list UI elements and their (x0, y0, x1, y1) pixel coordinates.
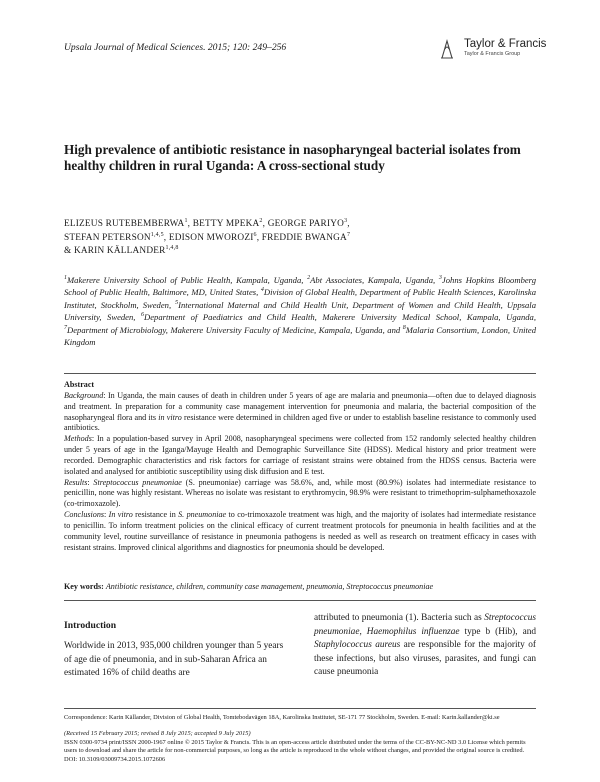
keywords-label: Key words: (64, 582, 104, 591)
intro-right-italic-2: Haemophilus influenzae (366, 626, 460, 637)
background-label: Background (64, 390, 104, 400)
intro-right-italic-3: Staphylococcus aureus (314, 640, 401, 650)
footer (64, 714, 536, 764)
abstract-background (64, 391, 536, 434)
author-affil: 7 (346, 231, 351, 238)
affil-text: Department of Microbiology, Makerere University Faculty of Medicine, Kampala, Uganda, and (67, 324, 401, 335)
abstract-results: Results: Streptococcus pneumoniae (S. pneumoniae) carriage was 58.6%, and, while most (80.9%) isolates had intermediate resistance to penicillin, none was highly resistant. Whereas no isolate was resistant to erythromycin, 98.9% were resistant to trimethoprim-sulphamethoxazole (co-trimoxazole). (64, 477, 537, 509)
results-species: Streptococcus pneumoniae (93, 477, 182, 487)
affil-text: Makerere University School of Public Health, Kampala, Uganda, (67, 275, 304, 285)
author-name: FREDDIE BWANGA (261, 232, 347, 243)
affil-text: Malaria Consortium, London, United Kingdom (64, 324, 536, 348)
affil-text: Abt Associates, Kampala, Uganda, (310, 275, 436, 285)
abstract-bottom-rule (64, 600, 536, 601)
publisher-logo (438, 38, 546, 60)
publisher-group: Taylor & Francis Group (464, 51, 521, 57)
conclusions-text-1: resistance in (132, 510, 179, 520)
publisher-name: Taylor & Francis (464, 38, 547, 50)
affil-number: 3 (438, 275, 442, 282)
affil-number: 7 (64, 324, 67, 331)
author-affil: 1,4,5 (150, 231, 164, 238)
affil-text: Department of Paediatrics and Child Health, Makerere University Medical School, Kampala, Uganda, (144, 312, 536, 323)
author-name: GEORGE PARIYO (267, 219, 345, 229)
abstract-conclusions: Conclusions: In vitro resistance in S. pneumoniae to co-trimoxazole treatment was high, and the majority of isolates had intermediate resistance to penicillin. To inform treatment policies on the clinical efficacy of current treatment protocols for pneumonia in health facilities and at the community level, routine surveillance of resistance in pneumonia pathogens is needed as well as research on treatment efficacy in cases with resistant strains. Improved clinical algorithms and diagnostics for pneumonia should be developed. (64, 510, 536, 552)
affil-number: 4 (260, 287, 264, 294)
correspondence: Correspondence: Karin Källander, Division of Global Health, Tomtebodavägen 18A, Karolinska Institutet, SE-171 77 Stockholm, Sweden. E-mail: Karin.kallander@ki.se (64, 714, 500, 721)
author-name: BETTY MPEKA (192, 219, 260, 229)
author-affil: 2 (259, 217, 263, 224)
intro-right-text-1: attributed to pneumonia (1). Bacteria such as (314, 613, 485, 623)
author-affil: 6 (253, 231, 257, 238)
background-text-2: resistance were determined in children aged five or under to establish baseline resistance to commonly used antibiotics. (64, 412, 537, 433)
methods-label: Methods (64, 434, 92, 444)
intro-right-italic-1: Streptococcus pneumoniae (314, 613, 536, 637)
author-affil: 3 (344, 217, 348, 224)
conclusions-label: Conclusions (64, 510, 105, 520)
methods-text: : In a population-based survey in April 2008, nasopharyngeal specimens were collected from 152 randomly selected healthy children under 5 years of age in the Iganga/Mayuge Health and Demographic Surveillance Site (HDSS). Medical history and prior treatment were recorded. Demographic characteristics and risk factors for carriage of resistant strains were obtained from the HDSS census. Bacteria were isolated and analysed for antibiotic susceptibility using disk diffusion and E test. (64, 434, 536, 476)
affiliations (64, 274, 536, 348)
affil-text: International Maternal and Child Health Unit, Department of Women and Child Health, Uppsala University, Sweden, (64, 299, 536, 323)
doi: DOI: 10.3109/03009734.2015.1072606 (64, 755, 166, 763)
intro-right-text-3: type b (Hib), and (459, 626, 536, 637)
conclusions-text-2: to co-trimoxazole treatment was high, and the majority of isolates had intermediate resistance to penicillin. To inform treatment policies on the clinical efficacy of current treatment protocols for pneumonia in health facilities and at the community level, routine surveillance of resistance in pneumonia pathogens is needed as well as research on treatment efficacy in cases with resistant strains. Improved clinical algorithms and diagnostics for pneumonia should be developed. (64, 510, 536, 552)
introduction-left-column: Worldwide in 2013, 935,000 children younger than 5 years of age die of pneumonia, and in sub-Saharan Africa an estimated 16% of child deaths are (64, 641, 284, 678)
author-list: ELIZEUS RUTEBEMBERWA$^1$, BETTY MPEKA$^2$, GEORGE PARIYO$^3$, STEFAN PETERSON$^{1,4,5}$, EDISON MWOROZI$^6$, FREDDIE BWANGA$^7$ & KARIN KÄLLANDER$^{1,4,8}$ (64, 217, 351, 257)
affil-number: 2 (307, 275, 311, 282)
affil-number: 5 (175, 299, 179, 306)
author-affil: 1,4,8 (165, 245, 179, 252)
affil-text: Johns Hopkins Bloomberg School of Public Health, Baltimore, MD, United States, (64, 275, 536, 298)
keywords (64, 582, 536, 591)
affil-number: 6 (141, 312, 145, 319)
keywords-text: Antibiotic resistance, children, community case management, pneumonia, Streptococcus pneumoniae (105, 582, 434, 591)
article-title: High prevalence of antibiotic resistance in nasopharyngeal bacterial isolates from healthy children in rural Uganda: A cross-sectional study (64, 142, 521, 173)
abstract-heading: Abstract (64, 380, 95, 389)
publisher-emblem-icon (438, 38, 456, 60)
conclusions-italic-1: In vitro (108, 510, 133, 520)
author-affil: 1 (184, 217, 188, 224)
author-name: & KARIN KÄLLANDER (64, 246, 166, 257)
abstract (64, 380, 536, 554)
results-label: Results (64, 477, 88, 487)
affil-number: 1 (64, 275, 67, 282)
affil-text: Division of Global Health, Department of Public Health Sciences, Karolinska Institutet, Stockholm, Sweden, (64, 287, 536, 310)
footer-rule (64, 708, 536, 709)
author-name: ELIZEUS RUTEBEMBERWA (64, 219, 185, 229)
license: ISSN 0300-9734 print/ISSN 2000-1967 online © 2015 Taylor & Francis. This is an open-access article distributed under the terms of the CC-BY-NC-ND 3.0 License which permits users to download and share the article for non-commercial purposes, so long as the article is reproduced in the whole without changes, and provided the original source is credited. (64, 738, 526, 755)
background-text: : In Uganda, the main causes of death in children under 5 years of age are malaria and pneumonia—often due to delayed diagnosis and treatment. In preparation for a community case management intervention for pneumonia and malaria, the bacterial composition of the nasopharyngeal flora and its (64, 390, 536, 422)
journal-citation: Upsala Journal of Medical Sciences. 2015; 120: 249–256 (64, 42, 287, 53)
results-text: (S. pneumoniae) carriage was 58.6%, and, while most (80.9%) isolates had intermediate resistance to penicillin, none was highly resistant. Whereas no isolate was resistant to erythromycin, 98.9% were resistant to trimethoprim-sulphamethoxazole (co-trimoxazole). (64, 477, 537, 509)
introduction-right-column (314, 612, 536, 680)
intro-right-text-4: are responsible for the majority of these infections, but also viruses, parasites, and fungi can cause pneumonia (314, 640, 536, 677)
abstract-methods (64, 434, 536, 477)
intro-right-text-2: , (359, 626, 367, 637)
author-name: STEFAN PETERSON (64, 232, 151, 243)
introduction-heading: Introduction (64, 620, 117, 631)
conclusions-italic-2: S. pneumoniae (178, 510, 227, 520)
background-italic: in vitro (158, 412, 182, 422)
author-name: EDISON MWOROZI (168, 232, 254, 243)
abstract-top-rule (64, 373, 536, 374)
affil-number: 8 (402, 324, 406, 331)
received-dates: (Received 15 February 2015; revised 8 July 2015; accepted 9 July 2015) (64, 730, 251, 738)
